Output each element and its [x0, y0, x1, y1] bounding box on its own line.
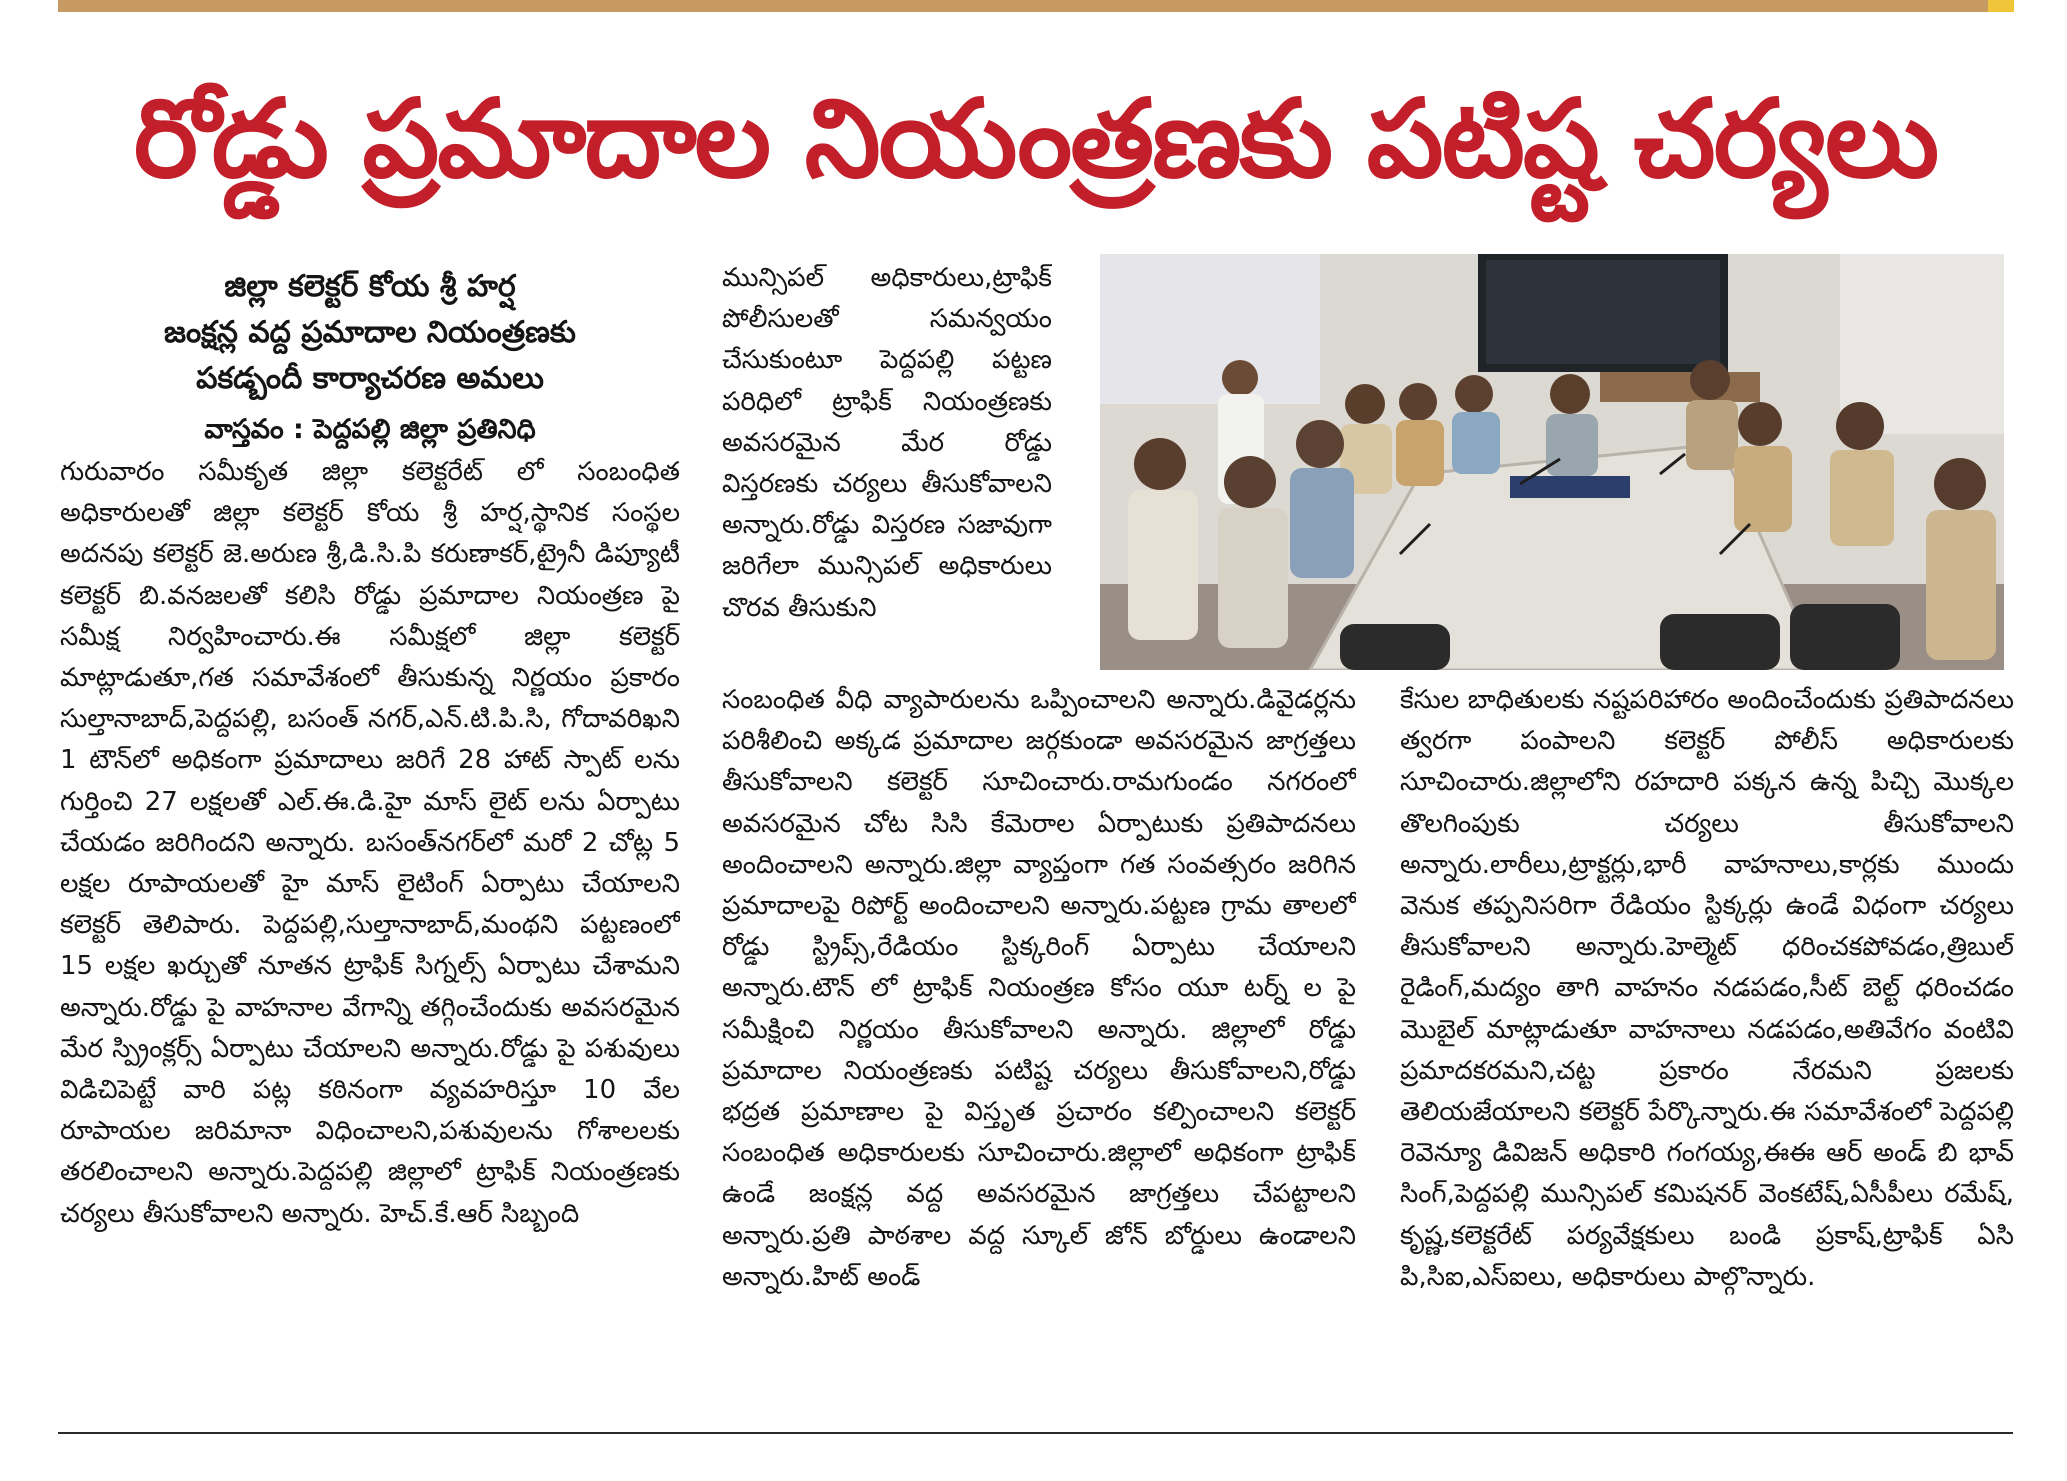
meeting-photo-illustration [1100, 254, 2004, 670]
article-column-2: సంబంధిత వీధి వ్యాపారులను ఒప్పించాలని అన్నారు.డివైడర్లను పరిశీలించి అక్కడ ప్రమాదాల జర్గకుండా అవసరమైన జాగ్రత్తలు తీసుకోవాలని కలెక్టర్ సూచించారు.రామగుండం నగరంలో అవసరమైన చోట సిసి కేమెరాల ఏర్పాటుకు ప్రతిపాదనలు అందించాలని అన్నారు.జిల్లా వ్యాప్తంగా గత సంవత్సరం జరిగిన ప్రమాదాలపై రిపోర్ట్ అందించాలని అన్నారు.పట్టణ గ్రామ తాలలో రోడ్డు స్ట్రిప్స్,రేడియం స్టిక్కరింగ్ ఏర్పాటు చేయాలని అన్నారు.టౌన్ లో ట్రాఫిక్ నియంత్రణ కోసం యూ టర్న్ ల పై సమీక్షించి నిర్ణయం తీసుకోవాలని అన్నారు. జిల్లాలో రోడ్డు ప్రమాదాల నియంత్రణకు పటిష్ట చర్యలు తీసుకోవాలని,రోడ్డు భద్రత ప్రమాణాల పై విస్తృత ప్రచారం కల్పించాలని కలెక్టర్ సంబంధిత అధికారులకు సూచించారు.జిల్లాలో అధికంగా ట్రాఫిక్ ఉండే జంక్షన్ల వద్ద అవసరమైన జాగ్రత్తలు చేపట్టాలని అన్నారు.ప్రతి పాఠశాల వద్ద స్కూల్ జోన్ బోర్డులు ఉండాలని అన్నారు.హిట్ అండ్ [722, 685, 1356, 1292]
article-column-1: గురువారం సమీకృత జిల్లా కలెక్టరేట్ లో సంబంధిత అధికారులతో జిల్లా కలెక్టర్ కోయ శ్రీ హర్ష,స్థానిక సంస్థల అదనపు కలెక్టర్ జె.అరుణ శ్రీ,డి.సి.పి కరుణాకర్,ట్రైనీ డిప్యూటీ కలెక్టర్ బి.వనజలతో కలిసి రోడ్డు ప్రమాదాల నియంత్రణ పై సమీక్ష నిర్వహించారు.ఈ సమీక్షలో జిల్లా కలెక్టర్ మాట్లాడుతూ,గత సమావేశంలో తీసుకున్న నిర్ణయం ప్రకారం సుల్తానాబాద్,పెద్దపల్లి, బసంత్ నగర్,ఎన్.టి.పి.సి, గోదావరిఖని 1 టౌన్‌లో అధికంగా ప్రమాదాలు జరిగే 28 హాట్ స్పాట్ లను గుర్తించి 27 లక్షలతో ఎల్.ఈ.డి.హై మాస్ లైట్ లను ఏర్పాటు చేయడం జరిగిందని అన్నారు. బసంత్‌నగర్‌లో మరో 2 చోట్ల 5 లక్షల రూపాయలతో హై మాస్ లైటింగ్ ఏర్పాటు చేయాలని కలెక్టర్ తెలిపారు. పెద్దపల్లి,సుల్తానాబాద్,మంథని పట్టణంలో 15 లక్షల ఖర్చుతో నూతన ట్రాఫిక్ సిగ్నల్స్ ఏర్పాటు చేశామని అన్నారు.రోడ్డు పై వాహనాల వేగాన్ని తగ్గించేందుకు అవసరమైన మేర స్ప్రింక్లర్స్ ఏర్పాటు చేయాలని అన్నారు.రోడ్డు పై పశువులు విడిచిపెట్టే వారి పట్ల కఠినంగా వ్యవహరిస్తూ 10 వేల రూపాయల జరిమానా విధించాలని,పశువులను గోశాలలకు తరలించాలని అన్నారు.పెద్దపల్లి జిల్లాలో ట్రాఫిక్ నియంత్రణకు చర్యలు తీసుకోవాలని అన్నారు. హెచ్.కే.ఆర్ సిబ్బంది [60, 457, 680, 1229]
headline: రోడ్డు ప్రమాదాల నియంత్రణకు పటిష్ట చర్యలు [133, 77, 1938, 202]
byline: వాస్తవం : పెద్దపల్లి జిల్లా ప్రతినిధి [204, 414, 536, 445]
photo-cabinet [1600, 372, 1760, 402]
sub-headline-line: జంక్షన్ల వద్ద ప్రమాదాల నియంత్రణకు [164, 315, 576, 350]
masthead-strip [58, 0, 2013, 12]
meeting-photo [1100, 254, 2004, 670]
photo-window [1100, 254, 1320, 404]
sub-headline [60, 264, 680, 402]
sub-headline-line: జిల్లా కలెక్టర్ కోయ శ్రీ హర్ష [224, 269, 516, 304]
sub-headline-line: పకడ్బందీ కార్యాచరణ అమలు [196, 361, 544, 396]
article-column-2-top: మున్సిపల్ అధికారులు,ట్రాఫిక్ పోలీసులతో సమన్వయం చేసుకుంటూ పెద్దపల్లి పట్టణ పరిధిలో ట్రాఫిక్ నియంత్రణకు అవసరమైన మేర రోడ్డు విస్తరణకు చర్యలు తీసుకోవాలని అన్నారు.రోడ్డు విస్తరణ సజావుగా జరిగేలా మున్సిపల్ అధికారులు చొరవ తీసుకుని [722, 263, 1052, 623]
tv-screen-glass [1486, 260, 1720, 364]
page-bottom-rule [58, 1432, 2013, 1434]
masthead-corner-mark [1988, 0, 2014, 12]
article-column-3: కేసుల బాధితులకు నష్టపరిహారం అందించేందుకు ప్రతిపాదనలు త్వరగా పంపాలని కలెక్టర్ పోలీస్ అధికారులకు సూచించారు.జిల్లాలోని రహదారి పక్కన ఉన్న పిచ్చి మొక్కల తొలగింపుకు చర్యలు తీసుకోవాలని అన్నారు.లారీలు,ట్రాక్టర్లు,భారీ వాహనాలు,కార్లకు ముందు వెనుక తప్పనిసరిగా రేడియం స్టిక్కర్లు ఉండే విధంగా చర్యలు తీసుకోవాలని అన్నారు.హెల్మెట్ ధరించకపోవడం,త్రిబుల్ రైడింగ్,మద్యం తాగి వాహనం నడపడం,సీట్ బెల్ట్ ధరించడం మొబైల్ మాట్లాడుతూ వాహనాలు నడపడం,అతివేగం వంటివి ప్రమాదకరమని,చట్ట ప్రకారం నేరమని ప్రజలకు తెలియజేయాలని కలెక్టర్ పేర్కొన్నారు.ఈ సమావేశంలో పెద్దపల్లి రెవెన్యూ డివిజన్ అధికారి గంగయ్య,ఈఈ ఆర్ అండ్ బి భావ్ సింగ్,పెద్దపల్లి మున్సిపల్ కమిషనర్ వెంకటేష్,ఏసీపీలు రమేష్, కృష్ణ,కలెక్టరేట్ పర్యవేక్షకులు బండి ప్రకాష్,ట్రాఫిక్ ఏసి పి,సిఐ,ఎస్ఐలు, అధికారులు పాల్గొన్నారు. [1400, 685, 2014, 1292]
